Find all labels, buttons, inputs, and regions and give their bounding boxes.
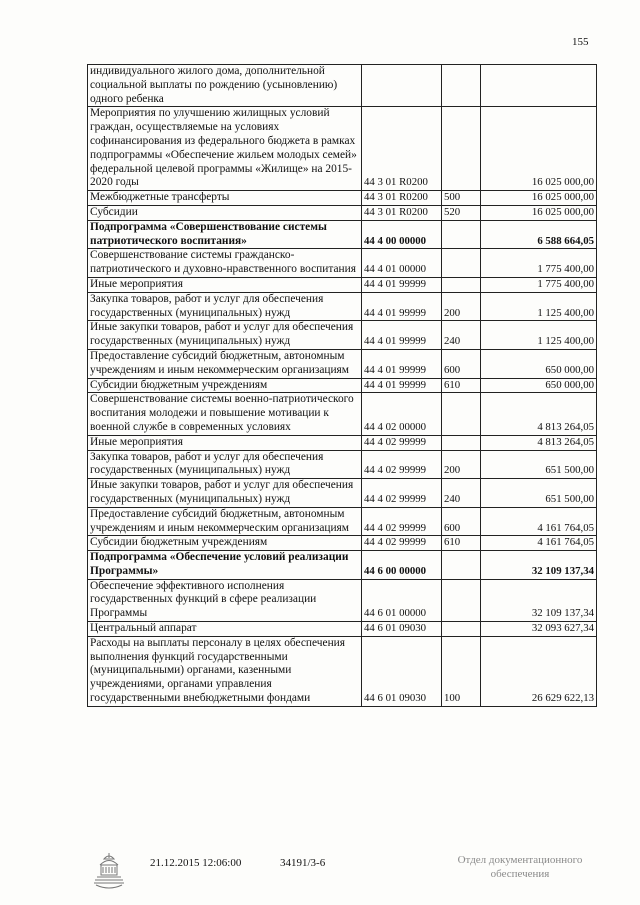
table-row: [88, 507, 597, 536]
row-type-cell: [442, 277, 481, 292]
table-row: [88, 551, 597, 580]
row-code-cell: 44 4 02 99999: [362, 479, 442, 508]
row-name-cell: Мероприятия по улучшению жилищных условий граждан, осуществляемые на условиях софинансирования из федерального бюджета в рамках подпрограммы «Обеспечение жильем молодых семей» федеральной целевой программы «Жилище» на 2015-2020 годы: [88, 107, 362, 191]
row-code-cell: [362, 65, 442, 107]
table-row: [88, 349, 597, 378]
row-name-cell: Предоставление субсидий бюджетным, автономным учреждениям и иным некоммерческим организациям: [88, 349, 362, 378]
row-code-cell: 44 4 01 99999: [362, 321, 442, 350]
row-name-cell: Субсидии бюджетным учреждениям: [88, 536, 362, 551]
emblem-icon: [92, 849, 126, 893]
department-stamp: [440, 853, 600, 881]
row-type-cell: [442, 107, 481, 191]
table-row: [88, 579, 597, 621]
row-type-cell: [442, 393, 481, 435]
row-name-cell: Иные мероприятия: [88, 277, 362, 292]
table-row: [88, 536, 597, 551]
table-row: [88, 292, 597, 321]
row-name-cell: Центральный аппарат: [88, 622, 362, 637]
row-code-cell: 44 6 01 09030: [362, 622, 442, 637]
row-type-cell: 610: [442, 536, 481, 551]
document-id: 34191/3-6: [280, 857, 326, 869]
row-sum-cell: 4 161 764,05: [481, 507, 597, 536]
row-sum-cell: 1 125 400,00: [481, 292, 597, 321]
row-sum-cell: 4 813 264,05: [481, 393, 597, 435]
table-row: [88, 191, 597, 206]
row-code-cell: 44 4 01 99999: [362, 277, 442, 292]
stamp-line-1: Отдел документационного: [457, 854, 583, 866]
table-row: [88, 622, 597, 637]
row-type-cell: [442, 551, 481, 580]
table-row: [88, 636, 597, 706]
row-sum-cell: 6 588 664,05: [481, 220, 597, 249]
row-code-cell: 44 4 01 00000: [362, 249, 442, 278]
row-name-cell: Совершенствование системы гражданско-патриотического и духовно-нравственного воспитания: [88, 249, 362, 278]
row-type-cell: 100: [442, 636, 481, 706]
row-sum-cell: 32 093 627,34: [481, 622, 597, 637]
row-type-cell: [442, 220, 481, 249]
row-name-cell: индивидуального жилого дома, дополнительной социальной выплаты по рождению (усыновлению) одного ребенка: [88, 65, 362, 107]
row-sum-cell: 1 775 400,00: [481, 249, 597, 278]
table-row: [88, 450, 597, 479]
budget-table-body: [88, 65, 597, 707]
row-sum-cell: 32 109 137,34: [481, 579, 597, 621]
table-row: [88, 435, 597, 450]
row-sum-cell: 4 161 764,05: [481, 536, 597, 551]
row-sum-cell: 26 629 622,13: [481, 636, 597, 706]
row-sum-cell: 650 000,00: [481, 349, 597, 378]
row-name-cell: Закупка товаров, работ и услуг для обеспечения государственных (муниципальных) нужд: [88, 292, 362, 321]
row-type-cell: 520: [442, 205, 481, 220]
row-sum-cell: 1 125 400,00: [481, 321, 597, 350]
row-name-cell: Подпрограмма «Обеспечение условий реализации Программы»: [88, 551, 362, 580]
row-name-cell: Иные закупки товаров, работ и услуг для обеспечения государственных (муниципальных) нужд: [88, 321, 362, 350]
row-code-cell: 44 4 02 99999: [362, 435, 442, 450]
row-name-cell: Иные мероприятия: [88, 435, 362, 450]
row-type-cell: 600: [442, 349, 481, 378]
row-type-cell: [442, 435, 481, 450]
row-type-cell: 500: [442, 191, 481, 206]
row-type-cell: [442, 579, 481, 621]
table-row: [88, 249, 597, 278]
row-name-cell: Совершенствование системы военно-патриотического воспитания молодежи и повышение мотивации к военной службе в современных условиях: [88, 393, 362, 435]
row-code-cell: 44 4 02 99999: [362, 450, 442, 479]
row-code-cell: 44 4 02 99999: [362, 536, 442, 551]
row-name-cell: Иные закупки товаров, работ и услуг для обеспечения государственных (муниципальных) нужд: [88, 479, 362, 508]
row-name-cell: Закупка товаров, работ и услуг для обеспечения государственных (муниципальных) нужд: [88, 450, 362, 479]
row-type-cell: 240: [442, 479, 481, 508]
row-type-cell: 200: [442, 292, 481, 321]
row-code-cell: 44 3 01 R0200: [362, 205, 442, 220]
row-sum-cell: [481, 65, 597, 107]
row-sum-cell: 32 109 137,34: [481, 551, 597, 580]
row-name-cell: Субсидии: [88, 205, 362, 220]
table-row: [88, 321, 597, 350]
row-type-cell: [442, 65, 481, 107]
row-code-cell: 44 6 01 00000: [362, 579, 442, 621]
page-number: 155: [572, 36, 589, 48]
row-code-cell: 44 4 02 99999: [362, 507, 442, 536]
table-row: [88, 205, 597, 220]
table-row: [88, 393, 597, 435]
table-row: [88, 107, 597, 191]
row-sum-cell: 16 025 000,00: [481, 205, 597, 220]
row-code-cell: 44 4 01 99999: [362, 378, 442, 393]
row-name-cell: Расходы на выплаты персоналу в целях обеспечения выполнения функций государственными (муниципальными) органами, казенными учреждениями, органами управления государственными внебюджетными фондами: [88, 636, 362, 706]
row-sum-cell: 650 000,00: [481, 378, 597, 393]
table-row: [88, 277, 597, 292]
row-code-cell: 44 6 01 09030: [362, 636, 442, 706]
table-row: [88, 479, 597, 508]
stamp-line-2: обеспечения: [490, 868, 550, 880]
row-sum-cell: 16 025 000,00: [481, 107, 597, 191]
row-sum-cell: 16 025 000,00: [481, 191, 597, 206]
row-type-cell: 600: [442, 507, 481, 536]
row-sum-cell: 651 500,00: [481, 479, 597, 508]
row-name-cell: Обеспечение эффективного исполнения государственных функций в сфере реализации Программы: [88, 579, 362, 621]
table-row: [88, 65, 597, 107]
print-timestamp: 21.12.2015 12:06:00: [150, 857, 242, 869]
footer: [0, 851, 640, 905]
row-type-cell: 240: [442, 321, 481, 350]
row-type-cell: 200: [442, 450, 481, 479]
row-type-cell: 610: [442, 378, 481, 393]
row-name-cell: Субсидии бюджетным учреждениям: [88, 378, 362, 393]
row-code-cell: 44 3 01 R0200: [362, 107, 442, 191]
row-code-cell: 44 6 00 00000: [362, 551, 442, 580]
row-name-cell: Подпрограмма «Совершенствование системы патриотического воспитания»: [88, 220, 362, 249]
row-code-cell: 44 4 02 00000: [362, 393, 442, 435]
table-row: [88, 378, 597, 393]
row-code-cell: 44 4 00 00000: [362, 220, 442, 249]
row-code-cell: 44 3 01 R0200: [362, 191, 442, 206]
row-sum-cell: 4 813 264,05: [481, 435, 597, 450]
row-code-cell: 44 4 01 99999: [362, 349, 442, 378]
budget-table: [87, 64, 597, 707]
table-row: [88, 220, 597, 249]
row-type-cell: [442, 622, 481, 637]
row-sum-cell: 651 500,00: [481, 450, 597, 479]
row-name-cell: Межбюджетные трансферты: [88, 191, 362, 206]
row-type-cell: [442, 249, 481, 278]
row-sum-cell: 1 775 400,00: [481, 277, 597, 292]
row-code-cell: 44 4 01 99999: [362, 292, 442, 321]
row-name-cell: Предоставление субсидий бюджетным, автономным учреждениям и иным некоммерческим организациям: [88, 507, 362, 536]
